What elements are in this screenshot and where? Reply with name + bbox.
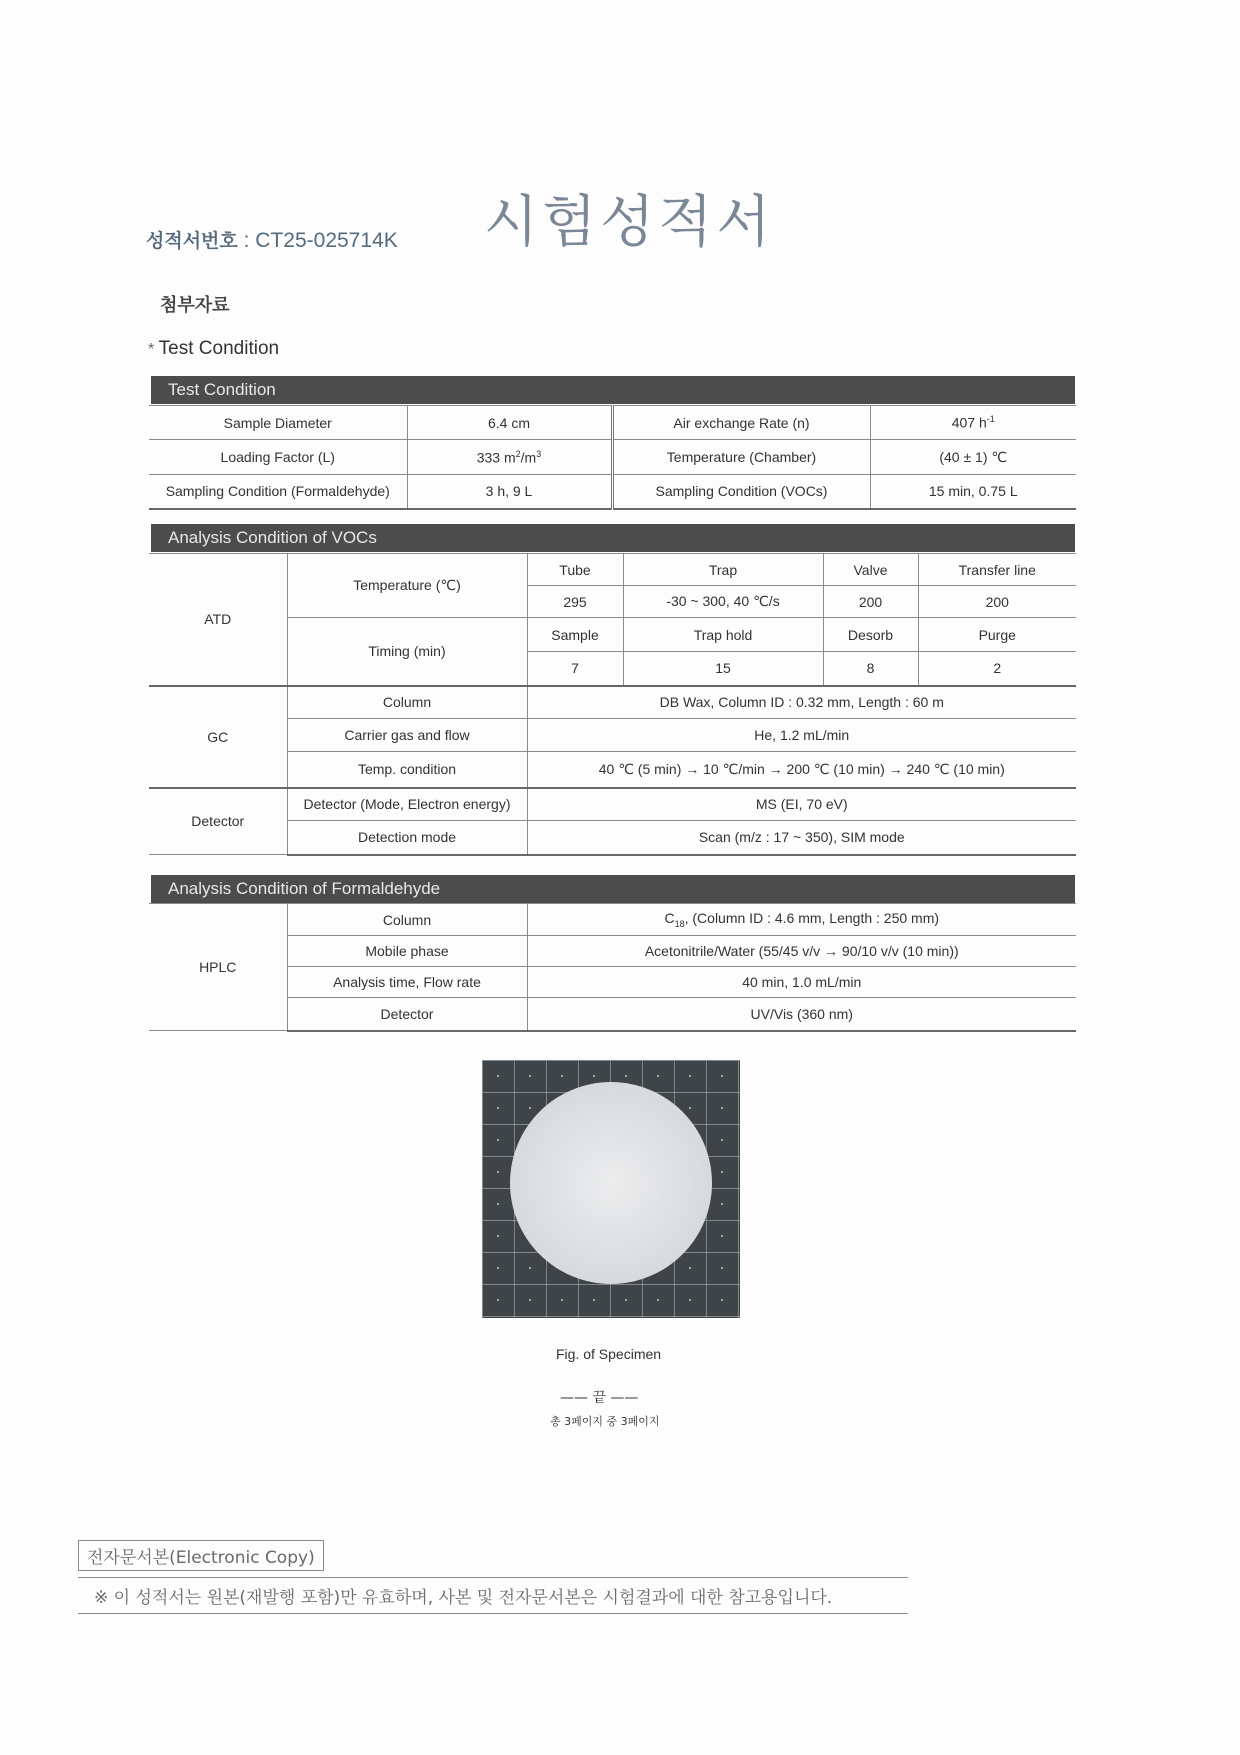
gc-row-value: DB Wax, Column ID : 0.32 mm, Length : 60 m bbox=[527, 686, 1076, 719]
cell-value: 15 min, 0.75 L bbox=[870, 475, 1076, 509]
hplc-row-label: Analysis time, Flow rate bbox=[287, 967, 527, 998]
timing-header: Desorb bbox=[823, 618, 918, 652]
cell-label: Sample Diameter bbox=[149, 406, 407, 440]
cell-value: (40 ± 1) ℃ bbox=[870, 440, 1076, 475]
gc-row-label: Carrier gas and flow bbox=[287, 719, 527, 752]
table-row bbox=[149, 788, 1076, 821]
column-prefix: C bbox=[664, 910, 675, 927]
table-row bbox=[149, 440, 1076, 475]
electronic-copy-notice: ※ 이 성적서는 원본(재발행 포함)만 유효하며, 사본 및 전자문서본은 시험결과에 대한 참고용입니다. bbox=[78, 1577, 908, 1614]
vocs-table bbox=[149, 553, 1076, 856]
detector-row-value: MS (EI, 70 eV) bbox=[527, 788, 1076, 821]
formaldehyde-bar: Analysis Condition of Formaldehyde bbox=[151, 875, 1075, 903]
hplc-row-value bbox=[527, 904, 1076, 936]
timing-value: 15 bbox=[623, 652, 823, 686]
hplc-row-value: 40 min, 1.0 mL/min bbox=[527, 967, 1076, 998]
cell-label: Loading Factor (L) bbox=[149, 440, 407, 475]
table-row bbox=[149, 406, 1076, 440]
document-title: 시험성적서 bbox=[484, 190, 775, 255]
hplc-label: HPLC bbox=[149, 904, 287, 1031]
table-row bbox=[149, 719, 1076, 752]
cell-label: Sampling Condition (Formaldehyde) bbox=[149, 475, 407, 509]
atd-label: ATD bbox=[149, 554, 287, 686]
temp-value: -30 ~ 300, 40 ℃/s bbox=[623, 586, 823, 618]
formaldehyde-table bbox=[149, 903, 1076, 1032]
temp-value: 200 bbox=[823, 586, 918, 618]
specimen-disc bbox=[510, 1082, 712, 1284]
temp-value: 200 bbox=[918, 586, 1076, 618]
attachment-heading: 첨부자료 bbox=[160, 295, 230, 316]
report-number bbox=[146, 226, 398, 253]
bullet-icon: * bbox=[148, 341, 159, 358]
timing-value: 2 bbox=[918, 652, 1076, 686]
table-row bbox=[149, 686, 1076, 719]
gc-row-value: 40 ℃ (5 min) → 10 ℃/min → 200 ℃ (10 min) → 240 ℃ (10 min) bbox=[527, 752, 1076, 788]
hplc-row-value: UV/Vis (360 nm) bbox=[527, 998, 1076, 1031]
vocs-bar: Analysis Condition of VOCs bbox=[151, 524, 1075, 552]
timing-value: 7 bbox=[527, 652, 623, 686]
gc-row-value: He, 1.2 mL/min bbox=[527, 719, 1076, 752]
test-condition-bar: Test Condition bbox=[151, 376, 1075, 404]
temperature-label: Temperature (℃) bbox=[287, 554, 527, 618]
table-row bbox=[149, 936, 1076, 967]
detector-row-value: Scan (m/z : 17 ~ 350), SIM mode bbox=[527, 821, 1076, 855]
column-subscript: 18 bbox=[674, 918, 685, 929]
gc-label: GC bbox=[149, 686, 287, 788]
temp-header: Trap bbox=[623, 554, 823, 586]
table-row bbox=[149, 554, 1076, 586]
table-row bbox=[149, 821, 1076, 855]
loading-value: 333 m bbox=[476, 449, 516, 466]
temp-value: 295 bbox=[527, 586, 623, 618]
timing-header: Purge bbox=[918, 618, 1076, 652]
detector-row-label: Detection mode bbox=[287, 821, 527, 855]
cell-value bbox=[407, 440, 612, 475]
loading-exponent-2: 3 bbox=[536, 448, 542, 459]
report-number-label: 성적서번호 bbox=[146, 230, 238, 252]
detector-label: Detector bbox=[149, 788, 287, 855]
loading-exponent-1: 2 bbox=[515, 448, 521, 459]
gc-row-label: Temp. condition bbox=[287, 752, 527, 788]
cell-label: Temperature (Chamber) bbox=[612, 440, 870, 475]
hplc-row-label: Column bbox=[287, 904, 527, 936]
cell-value bbox=[870, 406, 1076, 440]
page-info: 총 3페이지 중 3페이지 bbox=[550, 1415, 660, 1428]
cell-label: Air exchange Rate (n) bbox=[612, 406, 870, 440]
rate-exponent: -1 bbox=[986, 414, 995, 425]
loading-unit: /m bbox=[520, 449, 537, 466]
cell-value: 6.4 cm bbox=[407, 406, 612, 440]
hplc-row-label: Detector bbox=[287, 998, 527, 1031]
temp-header: Transfer line bbox=[918, 554, 1076, 586]
table-row bbox=[149, 904, 1076, 936]
table-row bbox=[149, 475, 1076, 509]
table-row bbox=[149, 618, 1076, 652]
report-number-value: CT25-025714K bbox=[255, 229, 398, 252]
table-row bbox=[149, 998, 1076, 1031]
timing-label: Timing (min) bbox=[287, 618, 527, 686]
hplc-row-label: Mobile phase bbox=[287, 936, 527, 967]
timing-value: 8 bbox=[823, 652, 918, 686]
timing-header: Trap hold bbox=[623, 618, 823, 652]
cell-value: 3 h, 9 L bbox=[407, 475, 612, 509]
table-row bbox=[149, 752, 1076, 788]
figure-caption: Fig. of Specimen bbox=[556, 1346, 662, 1362]
test-condition-heading-text: Test Condition bbox=[158, 338, 280, 359]
electronic-copy-stamp: 전자문서본(Electronic Copy) bbox=[78, 1540, 324, 1571]
detector-row-label: Detector (Mode, Electron energy) bbox=[287, 788, 527, 821]
rate-value: 407 h bbox=[951, 414, 987, 431]
gc-row-label: Column bbox=[287, 686, 527, 719]
cell-label: Sampling Condition (VOCs) bbox=[612, 475, 870, 509]
test-condition-heading bbox=[148, 338, 279, 360]
specimen-photo bbox=[482, 1060, 740, 1318]
hplc-row-value: Acetonitrile/Water (55/45 v/v → 90/10 v/v (10 min)) bbox=[527, 936, 1076, 967]
table-row bbox=[149, 967, 1076, 998]
timing-header: Sample bbox=[527, 618, 623, 652]
test-condition-table bbox=[149, 405, 1076, 510]
end-mark: —— 끝 —— bbox=[560, 1390, 639, 1406]
temp-header: Tube bbox=[527, 554, 623, 586]
column-detail: , (Column ID : 4.6 mm, Length : 250 mm) bbox=[684, 910, 940, 927]
report-number-separator: : bbox=[237, 229, 256, 252]
temp-header: Valve bbox=[823, 554, 918, 586]
